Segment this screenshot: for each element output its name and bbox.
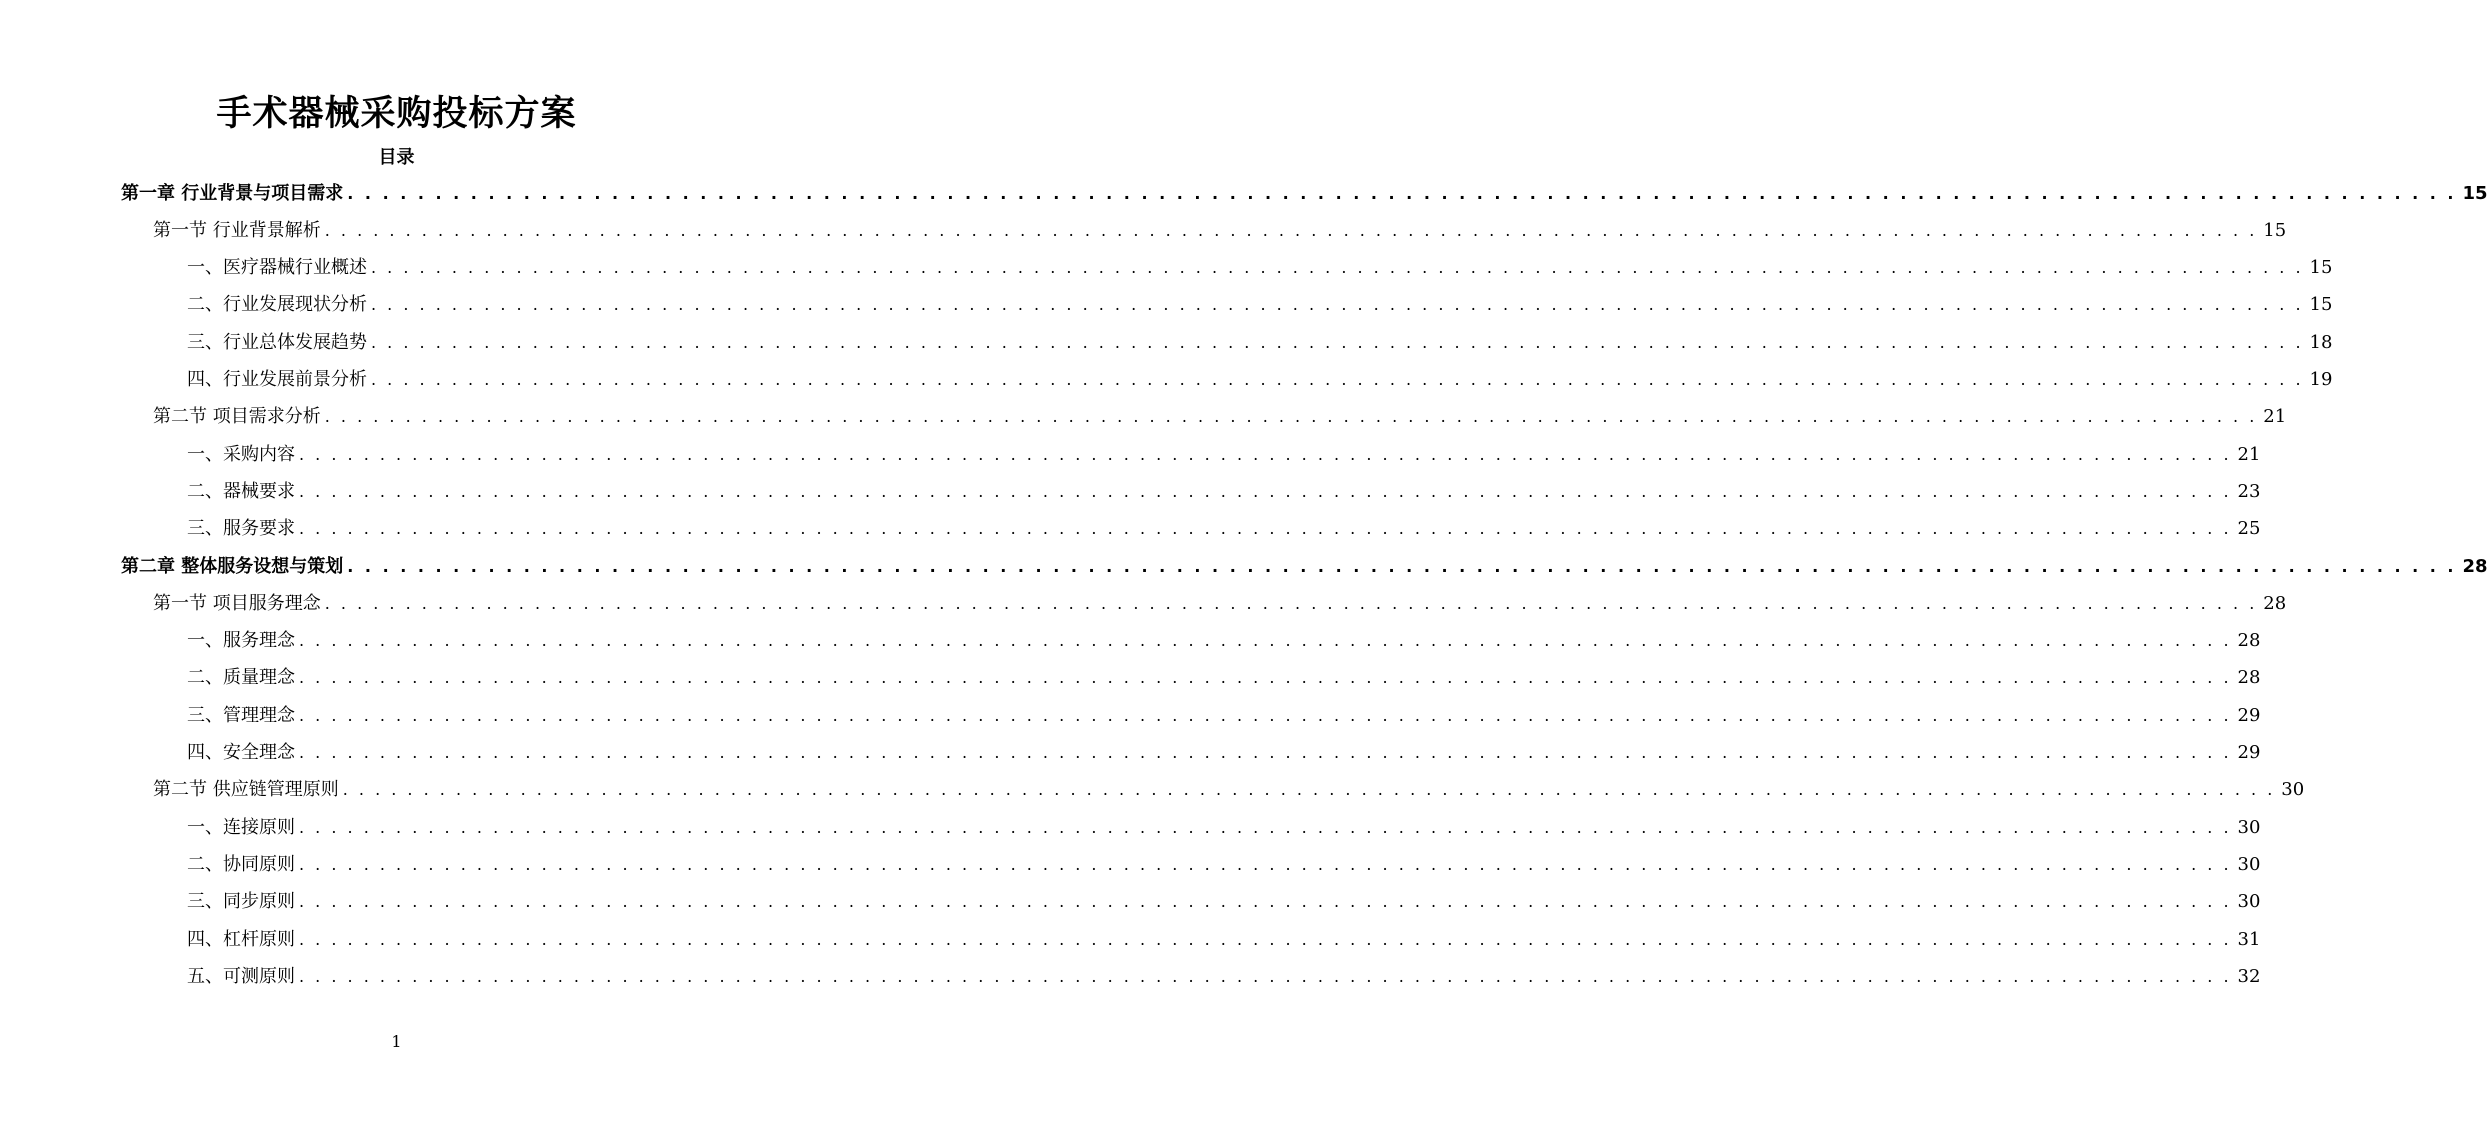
document-title: 手术器械采购投标方案 — [216, 94, 577, 134]
toc-entry-label: 五、可测原则 — [187, 965, 295, 987]
toc-entry-label: 二、质量理念 — [187, 667, 295, 689]
toc-entry-page: 23 — [2237, 480, 2261, 502]
toc-entry-page: 28 — [2237, 630, 2261, 652]
toc-entry-label: 第二章 整体服务设想与策划 — [121, 555, 344, 577]
toc-leader-dots: . . . . . . . . . . . . . . . . . . . . . . . . . . . . . . . . . . . . . . . . . . . . . . . . . . . . . . . . . . . . . . . . . . . . . . . . . . . . . . . . . . . . . . . . . . . . . . . . . . . . . . . . . . . . . . . . . . . . . . . . — [299, 631, 2232, 651]
toc-entry-label: 第二节 项目需求分析 — [153, 406, 321, 428]
toc-entry-label: 四、行业发展前景分析 — [187, 369, 367, 390]
toc-entry[interactable] — [187, 511, 2261, 548]
toc-entry[interactable] — [187, 735, 2261, 772]
toc-entry-label: 第一节 行业背景解析 — [153, 219, 321, 241]
toc-entry-page: 15 — [2462, 182, 2488, 204]
toc-entry[interactable] — [187, 958, 2261, 995]
toc-entry[interactable] — [187, 809, 2261, 846]
toc-leader-dots: . . . . . . . . . . . . . . . . . . . . . . . . . . . . . . . . . . . . . . . . . . . . . . . . . . . . . . . . . . . . . . . . . . . . . . . . . . . . . . . . . . . . . . . . . . . . . . . . . . . . . . . . . . . . . . . . . . . . . . . . — [299, 519, 2232, 539]
toc-entry-label: 二、行业发展现状分析 — [187, 294, 367, 316]
toc-entry-page: 18 — [2309, 331, 2333, 353]
toc-entry-label: 一、医疗器械行业概述 — [187, 257, 367, 279]
toc-entry-page: 21 — [2237, 443, 2261, 465]
toc-leader-dots: . . . . . . . . . . . . . . . . . . . . . . . . . . . . . . . . . . . . . . . . . . . . . . . . . . . . . . . . . . . . . . . . . . . . . . . . . . . . . . . . . . . . . . . . . . . . . . . . . . . . . . . . . . . . . . . . . . . . . . . . — [371, 258, 2304, 278]
toc-entry-label: 四、安全理念 — [187, 742, 295, 763]
toc-entry[interactable] — [187, 287, 2333, 324]
toc-entry[interactable] — [153, 772, 2305, 809]
toc-leader-dots: . . . . . . . . . . . . . . . . . . . . . . . . . . . . . . . . . . . . . . . . . . . . . . . . . . . . . . . . . . . . . . . . . . . . . . . . . . . . . . . . . . . . . . . . . . . . . . . . . . . . . . . . . . . . . . . . . . . . . . . . — [299, 743, 2232, 762]
toc-entry-label: 第二节 供应链管理原则 — [153, 779, 339, 801]
toc-entry-label: 一、连接原则 — [187, 816, 295, 838]
toc-entry-label: 一、采购内容 — [187, 443, 295, 465]
toc-entry-label: 第一章 行业背景与项目需求 — [121, 182, 344, 204]
toc-entry-page: 30 — [2281, 779, 2305, 801]
toc-entry-label: 三、管理理念 — [187, 704, 295, 726]
toc-entry[interactable] — [187, 623, 2261, 660]
toc-entry-page: 21 — [2263, 406, 2287, 428]
toc-entry-page: 30 — [2237, 816, 2261, 838]
toc-entry[interactable] — [121, 548, 2488, 585]
toc-leader-dots: . . . . . . . . . . . . . . . . . . . . . . . . . . . . . . . . . . . . . . . . . . . . . . . . . . . . . . . . . . . . . . . . . . . . . . . . . . . . . . . . . . . . . . . . . . . . . . . . . . . . . . . . . . . . . . . . . . . . . . . . — [324, 220, 2258, 240]
toc-entry[interactable] — [187, 921, 2261, 958]
toc-leader-dots: . . . . . . . . . . . . . . . . . . . . . . . . . . . . . . . . . . . . . . . . . . . . . . . . . . . . . . . . . . . . . . . . . . . . . . . . . . . . . . . . . . . . . . . . . . . . . . . . . . . . . . . . . . . . . . . . . . . . . . . . — [299, 854, 2232, 874]
toc-leader-dots: . . . . . . . . . . . . . . . . . . . . . . . . . . . . . . . . . . . . . . . . . . . . . . . . . . . . . . . . . . . . . . . . . . . . . . . . . . . . . . . . . . . . . . . . . . . . . . . . . . . . . . . . . . . . . . . . . . . . . . . . — [324, 407, 2258, 427]
toc-leader-dots: . . . . . . . . . . . . . . . . . . . . . . . . . . . . . . . . . . . . . . . . . . . . . . . . . . . . . . . . . . . . . . . . . . . . . . . . . . . . . . . . . . . . . . . . . . . . . . . . . . . . . . . . . . . . . . . . . . . . . . . . — [371, 370, 2304, 389]
toc-entry[interactable] — [187, 362, 2333, 399]
toc-entry[interactable] — [187, 250, 2333, 287]
toc-leader-dots: . . . . . . . . . . . . . . . . . . . . . . . . . . . . . . . . . . . . . . . . . . . . . . . . . . . . . . . . . . . . . . . . . . . . . . . . . . . . . . . . . . . . . . . . . . . . . . . . . . . . . . . . . . . . . . . . . . . . . . . . — [371, 295, 2304, 315]
toc-entry-page: 15 — [2309, 294, 2333, 316]
toc-leader-dots: . . . . . . . . . . . . . . . . . . . . . . . . . . . . . . . . . . . . . . . . . . . . . . . . . . . . . . . . . . . . . . . . . . . . . . . . . . . . . . . . . . . . . . . . . . . . . . . . . . . . . . . . . . . . . . . . . . . . . . . . — [347, 183, 2457, 203]
toc-leader-dots: . . . . . . . . . . . . . . . . . . . . . . . . . . . . . . . . . . . . . . . . . . . . . . . . . . . . . . . . . . . . . . . . . . . . . . . . . . . . . . . . . . . . . . . . . . . . . . . . . . . . . . . . . . . . . . . . . . . . . . . . — [299, 481, 2232, 501]
toc-entry-label: 第一节 项目服务理念 — [153, 592, 321, 614]
toc-entry-page: 30 — [2237, 891, 2261, 913]
toc-entry-page: 28 — [2263, 592, 2287, 614]
page-number: 1 — [391, 1032, 402, 1051]
toc-entry[interactable] — [187, 473, 2261, 510]
toc-entry-page: 28 — [2237, 667, 2261, 689]
toc-entry-page: 29 — [2237, 704, 2261, 726]
toc-leader-dots: . . . . . . . . . . . . . . . . . . . . . . . . . . . . . . . . . . . . . . . . . . . . . . . . . . . . . . . . . . . . . . . . . . . . . . . . . . . . . . . . . . . . . . . . . . . . . . . . . . . . . . . . . . . . . . . . . . . . . . . . — [371, 332, 2304, 352]
toc-leader-dots: . . . . . . . . . . . . . . . . . . . . . . . . . . . . . . . . . . . . . . . . . . . . . . . . . . . . . . . . . . . . . . . . . . . . . . . . . . . . . . . . . . . . . . . . . . . . . . . . . . . . . . . . . . . . . . . . . . . . . . . . — [299, 705, 2232, 725]
toc-entry-label: 三、行业总体发展趋势 — [187, 331, 367, 353]
toc-leader-dots: . . . . . . . . . . . . . . . . . . . . . . . . . . . . . . . . . . . . . . . . . . . . . . . . . . . . . . . . . . . . . . . . . . . . . . . . . . . . . . . . . . . . . . . . . . . . . . . . . . . . . . . . . . . . . . . . . . . . . . . . — [299, 966, 2232, 986]
toc-entry-page: 32 — [2237, 965, 2261, 987]
toc-entry-label: 二、器械要求 — [187, 480, 295, 502]
toc-entry[interactable] — [187, 324, 2333, 361]
toc-entry-label: 一、服务理念 — [187, 630, 295, 652]
toc-entry-page: 19 — [2309, 369, 2333, 390]
toc-entry-label: 三、服务要求 — [187, 518, 295, 540]
toc-entry-label: 三、同步原则 — [187, 891, 295, 913]
toc-leader-dots: . . . . . . . . . . . . . . . . . . . . . . . . . . . . . . . . . . . . . . . . . . . . . . . . . . . . . . . . . . . . . . . . . . . . . . . . . . . . . . . . . . . . . . . . . . . . . . . . . . . . . . . . . . . . . . . . . . . . . . . . — [299, 892, 2232, 912]
toc-entry-page: 30 — [2237, 853, 2261, 875]
toc-leader-dots: . . . . . . . . . . . . . . . . . . . . . . . . . . . . . . . . . . . . . . . . . . . . . . . . . . . . . . . . . . . . . . . . . . . . . . . . . . . . . . . . . . . . . . . . . . . . . . . . . . . . . . . . . . . . . . . . . . . . . . . . — [347, 556, 2457, 576]
toc-entry[interactable] — [187, 884, 2261, 921]
toc-entry-page: 28 — [2462, 555, 2488, 577]
toc-entry-page: 15 — [2263, 219, 2287, 241]
toc-entry[interactable] — [187, 846, 2261, 883]
toc-entry[interactable] — [121, 175, 2488, 212]
toc-entry[interactable] — [153, 585, 2287, 622]
toc-leader-dots: . . . . . . . . . . . . . . . . . . . . . . . . . . . . . . . . . . . . . . . . . . . . . . . . . . . . . . . . . . . . . . . . . . . . . . . . . . . . . . . . . . . . . . . . . . . . . . . . . . . . . . . . . . . . . . . . . . . . . . . . — [342, 780, 2276, 800]
toc-entry[interactable] — [187, 436, 2261, 473]
toc-entry-page: 29 — [2237, 742, 2261, 763]
toc-heading: 目录 — [378, 147, 415, 168]
toc-entry-label: 二、协同原则 — [187, 853, 295, 875]
toc-entry[interactable] — [187, 697, 2261, 734]
toc-entry-label: 四、杠杆原则 — [187, 928, 295, 950]
toc-entry[interactable] — [153, 399, 2287, 436]
toc-entry-page: 25 — [2237, 518, 2261, 540]
toc-leader-dots: . . . . . . . . . . . . . . . . . . . . . . . . . . . . . . . . . . . . . . . . . . . . . . . . . . . . . . . . . . . . . . . . . . . . . . . . . . . . . . . . . . . . . . . . . . . . . . . . . . . . . . . . . . . . . . . . . . . . . . . . — [299, 444, 2232, 464]
toc-entry[interactable] — [187, 660, 2261, 697]
toc-leader-dots: . . . . . . . . . . . . . . . . . . . . . . . . . . . . . . . . . . . . . . . . . . . . . . . . . . . . . . . . . . . . . . . . . . . . . . . . . . . . . . . . . . . . . . . . . . . . . . . . . . . . . . . . . . . . . . . . . . . . . . . . — [324, 593, 2258, 613]
toc-leader-dots: . . . . . . . . . . . . . . . . . . . . . . . . . . . . . . . . . . . . . . . . . . . . . . . . . . . . . . . . . . . . . . . . . . . . . . . . . . . . . . . . . . . . . . . . . . . . . . . . . . . . . . . . . . . . . . . . . . . . . . . . — [299, 817, 2232, 837]
toc-entry[interactable] — [153, 212, 2287, 249]
toc-entry-page: 15 — [2309, 257, 2333, 279]
toc-entry-page: 31 — [2237, 928, 2261, 950]
toc-leader-dots: . . . . . . . . . . . . . . . . . . . . . . . . . . . . . . . . . . . . . . . . . . . . . . . . . . . . . . . . . . . . . . . . . . . . . . . . . . . . . . . . . . . . . . . . . . . . . . . . . . . . . . . . . . . . . . . . . . . . . . . . — [299, 668, 2232, 688]
toc-leader-dots: . . . . . . . . . . . . . . . . . . . . . . . . . . . . . . . . . . . . . . . . . . . . . . . . . . . . . . . . . . . . . . . . . . . . . . . . . . . . . . . . . . . . . . . . . . . . . . . . . . . . . . . . . . . . . . . . . . . . . . . . — [299, 929, 2232, 949]
